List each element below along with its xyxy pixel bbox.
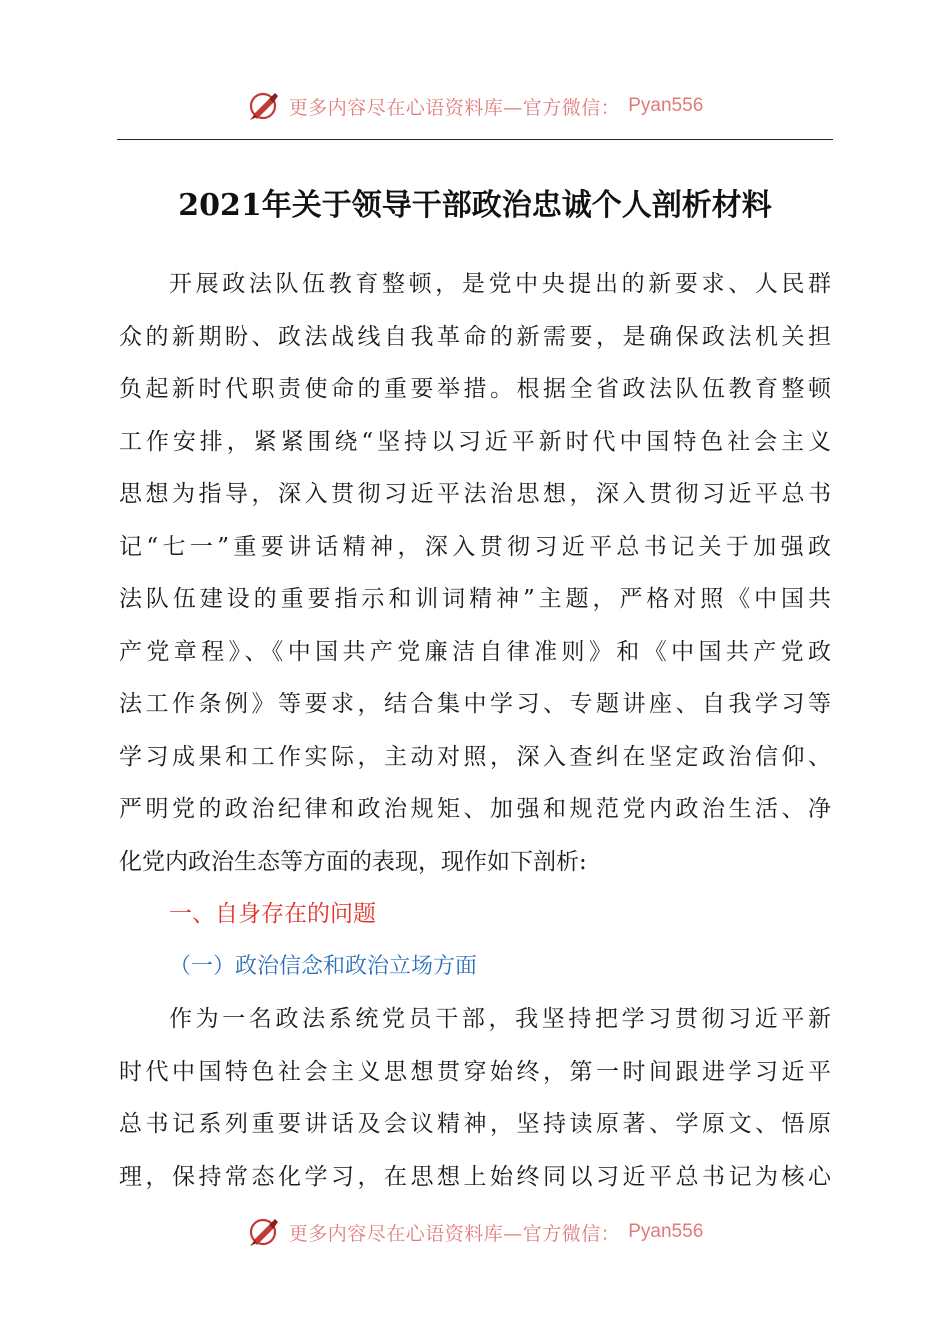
section-heading: 一、自身存在的问题 (169, 901, 376, 927)
watermark-text: 更多内容尽在心语资料库—官方微信： (288, 96, 621, 119)
paragraph-line: 时代中国特色社会主义思想贯穿始终，第一时间跟进学习近平 (119, 1058, 831, 1085)
paragraph-line: 开展政法队伍教育整顿，是党中央提出的新要求、人民群 (169, 271, 831, 297)
paragraph-line: 法队伍建设的重要指示和训词精神”主题，严格对照《中国共 (119, 586, 831, 612)
pen-circle-logo-icon (247, 1215, 281, 1249)
paragraph-line: 众的新期盼、政法战线自我革命的新需要，是确保政法机关担 (119, 323, 831, 350)
paragraph-line: 产党章程》、《中国共产党廉洁自律准则》和《中国共产党政 (119, 638, 831, 665)
watermark-wechat-id: Pyan556 (628, 1221, 704, 1242)
watermark-text: 更多内容尽在心语资料库—官方微信： (288, 1222, 621, 1245)
document-title: 2021年关于领导干部政治忠诚个人剖析材料 (178, 188, 772, 223)
paragraph-line: 记“七一”重要讲话精神，深入贯彻习近平总书记关于加强政 (119, 533, 831, 560)
paragraph-line: 化党内政治生态等方面的表现，现作如下剖析: (119, 848, 587, 875)
header-divider (117, 139, 833, 140)
paragraph-line: 思想为指导，深入贯彻习近平法治思想，深入贯彻习近平总书 (119, 481, 831, 507)
paragraph-line: 严明党的政治纪律和政治规矩、加强和规范党内政治生活、净 (119, 796, 831, 822)
pen-circle-logo-icon (247, 89, 281, 123)
paragraph-line: 理，保持常态化学习，在思想上始终同以习近平总书记为核心 (119, 1163, 831, 1190)
header-watermark (0, 86, 950, 126)
paragraph-line: 总书记系列重要讲话及会议精神，坚持读原著、学原文、悟原 (119, 1111, 831, 1137)
paragraph-line: 负起新时代职责使命的重要举措。根据全省政法队伍教育整顿 (119, 376, 831, 402)
paragraph-line: 工作安排，紧紧围绕“坚持以习近平新时代中国特色社会主义 (119, 428, 831, 455)
footer-watermark (0, 1212, 950, 1252)
paragraph-line: 作为一名政法系统党员干部，我坚持把学习贯彻习近平新 (169, 1006, 831, 1032)
watermark-wechat-id: Pyan556 (628, 95, 704, 116)
document-body (119, 258, 831, 1203)
paragraph-line: 学习成果和工作实际，主动对照，深入查纠在坚定政治信仰、 (119, 743, 831, 770)
paragraph-line: 法工作条例》等要求，结合集中学习、专题讲座、自我学习等 (119, 691, 831, 717)
subsection-heading: （一）政治信念和政治立场方面 (169, 953, 478, 979)
